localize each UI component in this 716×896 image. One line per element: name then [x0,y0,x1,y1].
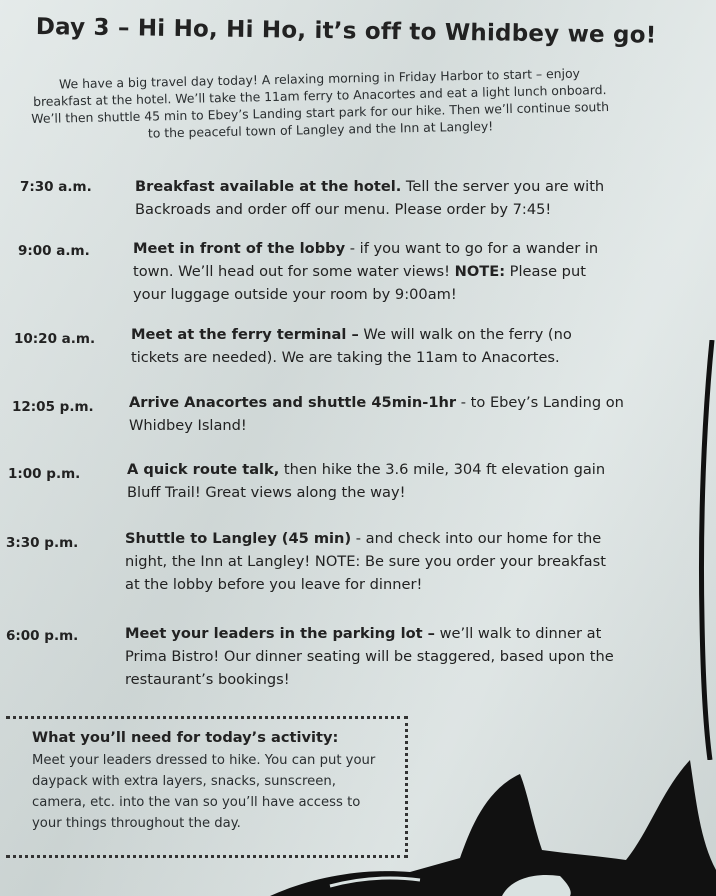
schedule-time: 12:05 p.m. [12,399,94,415]
schedule-time: 9:00 a.m. [18,243,90,259]
schedule-detail: - if you want to go for a wander in town. We’ll head out for some water views! [133,240,599,280]
schedule-description [131,323,621,369]
schedule-detail: - and check into our home for the night, the Inn at Langley! NOTE: Be sure you order your breakfast at the lobby before you leave for dinner! [125,530,606,593]
schedule-highlight: A quick route talk, [127,461,280,478]
schedule-highlight: Arrive Anacortes and shuttle 45min-1hr [129,394,457,411]
schedule-detail: then hike the 3.6 mile, 304 ft elevation gain Bluff Trail! Great views along the way! [127,461,606,501]
schedule-time: 6:00 p.m. [6,628,79,644]
page-title: Day 3 – Hi Ho, Hi Ho, it’s off to Whidbey we go! [35,14,657,49]
schedule-time: 7:30 a.m. [20,179,92,195]
schedule-note: Please put your luggage outside your room by 9:00am! [133,263,586,303]
schedule-time: 1:00 p.m. [8,466,81,482]
schedule-description [125,622,625,691]
schedule-description [127,458,637,504]
schedule-highlight: Shuttle to Langley (45 min) [125,530,352,547]
schedule-time: 10:20 a.m. [14,331,96,347]
schedule-description [135,175,655,221]
decorative-curve [690,340,716,760]
orca-illustration [270,760,716,896]
schedule-description [125,527,625,596]
schedule-highlight: Meet your leaders in the parking lot – [125,625,435,642]
schedule-description [129,391,629,437]
schedule-detail: We will walk on the ferry (no tickets are needed). We are taking the 11am to Anacortes. [131,326,572,366]
schedule-detail: Tell the server you are with Backroads and order off our menu. Please order by 7:45! [135,178,605,218]
intro-paragraph: We have a big travel day today! A relaxing morning in Friday Harbor to start – enjoy breakfast at the hotel. We’ll take the 11am ferry to Anacortes and eat a light lunch onboard. We’ll then shuttle 45 min to Ebey’s Landing start park for our hike. Then we’ll continue south to the peaceful town of Langley and the Inn at Langley! [31,65,610,141]
activity-body: Meet your leaders dressed to hike. You can put your daypack with extra layers, snacks, sunscreen, camera, etc. into the van so you’ll have access to your things throughout the day. [32,753,376,831]
schedule-description [133,237,623,306]
schedule-time: 3:30 p.m. [6,535,79,551]
schedule-highlight: Meet in front of the lobby [133,240,346,257]
schedule-note-label: NOTE: [454,263,506,280]
schedule-highlight: Meet at the ferry terminal – [131,326,359,343]
activity-heading: What you’ll need for today’s activity: [32,729,339,746]
schedule-detail: - to Ebey’s Landing on Whidbey Island! [129,394,624,434]
schedule-detail: we’ll walk to dinner at Prima Bistro! Our dinner seating will be staggered, based upon the restaurant’s bookings! [125,625,614,688]
schedule-highlight: Breakfast available at the hotel. [135,178,402,195]
